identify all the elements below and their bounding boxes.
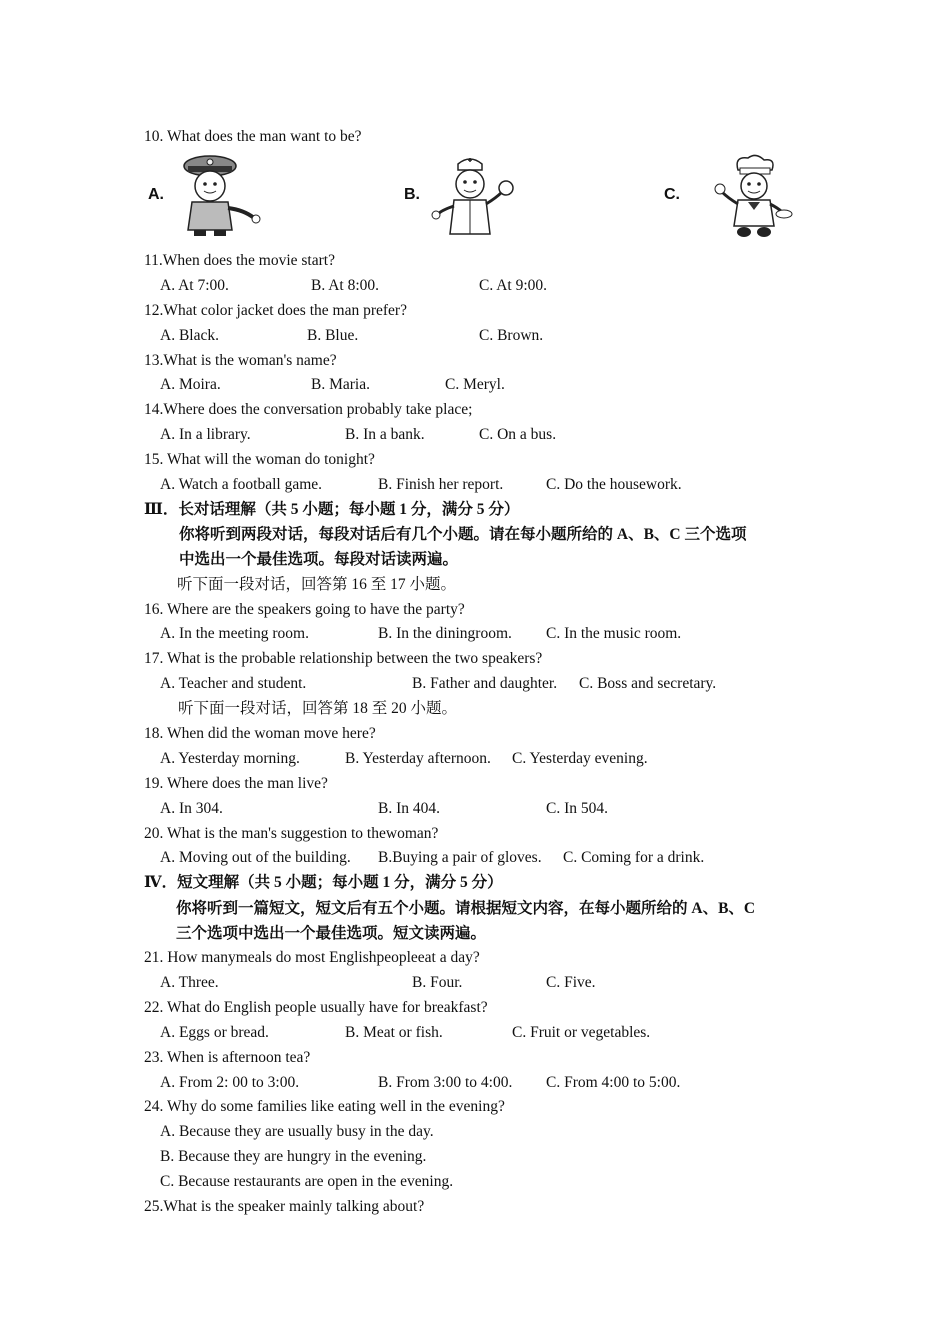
section-3-note: 听下面一段对话，回答第 18 至 20 小题。 xyxy=(178,700,458,717)
option-a[interactable]: A. In a library. xyxy=(160,426,251,443)
option-b[interactable]: B. Blue. xyxy=(307,327,359,344)
section-3-note: 听下面一段对话，回答第 16 至 17 小题。 xyxy=(177,576,457,593)
section-3-title: Ⅲ．长对话理解（共 5 小题；每小题 1 分，满分 5 分） xyxy=(144,501,520,518)
section-3-instruction: 你将听到两段对话，每段对话后有几个小题。请在每小题所给的 A、B、C 三个选项 xyxy=(179,526,747,543)
policeman-icon xyxy=(172,152,262,238)
option-c[interactable]: C. Five. xyxy=(546,974,596,991)
option-a[interactable]: A. Moira. xyxy=(160,376,221,393)
option-b[interactable]: B. Yesterday afternoon. xyxy=(345,750,491,767)
option-b[interactable]: B. Father and daughter. xyxy=(412,675,558,692)
option-a[interactable]: A. From 2: 00 to 3:00. xyxy=(160,1074,300,1091)
option-a[interactable]: A. Three. xyxy=(160,974,219,991)
question-21: 21. How manymeals do most Englishpeopleeat a day? xyxy=(144,949,480,966)
option-b[interactable]: B. Maria. xyxy=(311,376,370,393)
option-b[interactable]: B.Buying a pair of gloves. xyxy=(378,849,542,866)
option-c[interactable]: C. Meryl. xyxy=(445,376,505,393)
doctor-icon xyxy=(430,154,520,238)
question-11: 11.When does the movie start? xyxy=(144,252,335,269)
option-b[interactable]: B. In a bank. xyxy=(345,426,425,443)
option-a[interactable]: A. Eggs or bread. xyxy=(160,1024,269,1041)
option-a[interactable]: A. Moving out of the building. xyxy=(160,849,351,866)
option-a[interactable]: A. Yesterday morning. xyxy=(160,750,300,767)
option-label: C. xyxy=(664,186,680,203)
question-15: 15. What will the woman do tonight? xyxy=(144,451,375,468)
option-c[interactable]: C. At 9:00. xyxy=(479,277,548,294)
section-3-instruction: 中选出一个最佳选项。每段对话读两遍。 xyxy=(179,551,459,568)
option-b[interactable]: B. Four. xyxy=(412,974,463,991)
question-10: 10. What does the man want to be? xyxy=(144,128,362,145)
question-18: 18. When did the woman move here? xyxy=(144,725,376,742)
option-a[interactable]: A. In 304. xyxy=(160,800,223,817)
question-25: 25.What is the speaker mainly talking about? xyxy=(144,1198,425,1215)
question-13: 13.What is the woman's name? xyxy=(144,352,337,369)
option-a[interactable]: A. Because they are usually busy in the day. xyxy=(160,1123,434,1140)
option-a[interactable]: A. Black. xyxy=(160,327,219,344)
chef-icon xyxy=(694,152,794,240)
option-a[interactable]: A. Watch a football game. xyxy=(160,476,323,493)
question-24: 24. Why do some families like eating well in the evening? xyxy=(144,1098,505,1115)
option-b[interactable]: B. At 8:00. xyxy=(311,277,380,294)
option-label: B. xyxy=(404,186,420,203)
option-c[interactable]: C. On a bus. xyxy=(479,426,557,443)
question-20: 20. What is the man's suggestion to thewoman? xyxy=(144,825,439,842)
option-b[interactable]: B. In 404. xyxy=(378,800,440,817)
option-c[interactable]: C. Yesterday evening. xyxy=(512,750,648,767)
option-c[interactable]: C. In the music room. xyxy=(546,625,682,642)
option-c[interactable]: C. Brown. xyxy=(479,327,544,344)
section-4-instruction: 三个选项中选出一个最佳选项。短文读两遍。 xyxy=(176,925,487,942)
option-label: A. xyxy=(148,186,164,203)
question-17: 17. What is the probable relationship between the two speakers? xyxy=(144,650,543,667)
option-c[interactable]: C. Fruit or vegetables. xyxy=(512,1024,651,1041)
option-c[interactable]: C. From 4:00 to 5:00. xyxy=(546,1074,681,1091)
option-b[interactable]: B. Meat or fish. xyxy=(345,1024,443,1041)
option-c[interactable]: C. Because restaurants are open in the evening. xyxy=(160,1173,454,1190)
option-b[interactable]: B. In the diningroom. xyxy=(378,625,512,642)
question-10-pictures xyxy=(144,150,794,240)
option-b[interactable]: B. Because they are hungry in the evening. xyxy=(160,1148,427,1165)
option-a[interactable]: A. At 7:00. xyxy=(160,277,229,294)
option-a[interactable]: A. In the meeting room. xyxy=(160,625,309,642)
question-16: 16. Where are the speakers going to have the party? xyxy=(144,601,465,618)
option-c[interactable]: C. Coming for a drink. xyxy=(563,849,705,866)
question-12: 12.What color jacket does the man prefer? xyxy=(144,302,407,319)
option-a[interactable]: A. Teacher and student. xyxy=(160,675,307,692)
option-b[interactable]: B. Finish her report. xyxy=(378,476,504,493)
section-4-title: Ⅳ．短文理解（共 5 小题；每小题 1 分，满分 5 分） xyxy=(144,874,503,891)
option-c[interactable]: C. Boss and secretary. xyxy=(579,675,717,692)
question-22: 22. What do English people usually have for breakfast? xyxy=(144,999,488,1016)
option-c[interactable]: C. Do the housework. xyxy=(546,476,682,493)
question-14: 14.Where does the conversation probably take place; xyxy=(144,401,473,418)
question-19: 19. Where does the man live? xyxy=(144,775,328,792)
option-b[interactable]: B. From 3:00 to 4:00. xyxy=(378,1074,513,1091)
option-c[interactable]: C. In 504. xyxy=(546,800,608,817)
question-23: 23. When is afternoon tea? xyxy=(144,1049,311,1066)
section-4-instruction: 你将听到一篇短文，短文后有五个小题。请根据短文内容，在每小题所给的 A、B、C xyxy=(176,900,756,917)
